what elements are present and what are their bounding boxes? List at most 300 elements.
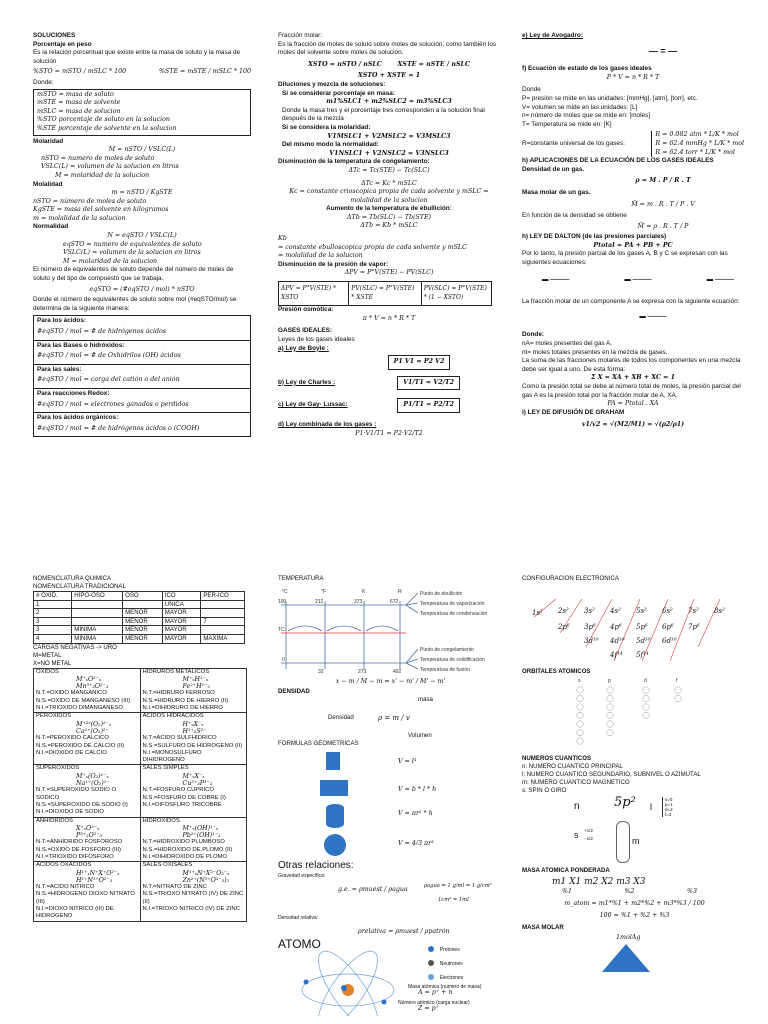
formula-cong2: ΔTc = Kc * mSLC bbox=[361, 179, 417, 187]
formula-eb1: ΔTb = Tb(SLC) − Tb(STE) bbox=[346, 213, 432, 221]
temp-label: Temperatura de condensación bbox=[420, 611, 488, 617]
orbital-circle bbox=[577, 729, 583, 735]
nivel-label: 6d¹⁰ bbox=[662, 637, 677, 645]
formula-agua: ρagua = 1 g/ml = 1 g/cm³ bbox=[424, 883, 492, 889]
orbital-circle bbox=[643, 695, 649, 701]
label-n: n bbox=[574, 801, 580, 812]
tipo-row bbox=[34, 389, 250, 413]
compound-title: HIDROXIDOS bbox=[142, 817, 180, 824]
formula-psto: %STO = mSTO / mSLC * 100 bbox=[33, 68, 127, 76]
formula-matom: m_atom = m1*%1 + m2*%2 + m3*%3 / 100 bbox=[564, 900, 705, 907]
heading-normalidad: Normalidad bbox=[33, 223, 69, 231]
formula-masa: A = p⁺ + n bbox=[418, 989, 453, 996]
def-line: nSTO = número de moles de soluto bbox=[33, 197, 147, 205]
formula-isotopos: m1 X1 m2 X2 m3 X3 bbox=[552, 877, 646, 887]
table-row bbox=[34, 713, 247, 765]
orbital-circle bbox=[643, 704, 649, 710]
def-line: mSLC = masa de solucion bbox=[37, 107, 121, 115]
nivel-label: 5p⁶ bbox=[636, 623, 648, 631]
heading-fraccion: Fracción molar: bbox=[278, 32, 323, 39]
compound-cell bbox=[140, 765, 247, 817]
formula-100: 100 = %1 + %2 + %3 bbox=[599, 912, 670, 919]
heading-dalton: h) LEY DE DALTON (de las presiones parciales) bbox=[522, 233, 667, 241]
formula-cm: 1cm³ = 1ml bbox=[438, 897, 469, 903]
compound-cell bbox=[140, 713, 247, 765]
formula-densidad-gas: ρ = M . P / R . T bbox=[635, 177, 691, 185]
formula-mol-mezcla: V1MSLC1 + V2MSLC2 = V3MSLC3 bbox=[327, 132, 451, 140]
compound-name: N.S.=SUPEROXIDO DE SODIO (I) bbox=[36, 801, 128, 808]
text-leyes: Leyes de los gases ideales bbox=[278, 336, 355, 343]
compound-formula: M⁺ₓX⁻ₓ bbox=[182, 772, 205, 780]
compound-formula: M¹⁺ₓN⁺X²⁻O₂⁻ₓ bbox=[182, 869, 230, 877]
orb-col: p bbox=[608, 678, 611, 684]
pct-label: %2 bbox=[624, 888, 635, 895]
compound-cell bbox=[140, 668, 247, 713]
text-fraccion: Es la fracción de moles de soluto sobre moles de solución, como también los moles del solvente sobre moles de solución. bbox=[278, 40, 497, 57]
compound-cell bbox=[34, 713, 141, 765]
formula-xste: XSTE = nSTE / nSLC bbox=[397, 60, 470, 68]
formula-pv: ΔPV = P°V(STE) − PV(SLC) bbox=[344, 269, 434, 277]
heading-gay: c) Ley de Gay- Lussac: bbox=[278, 401, 348, 409]
l-value: s=0 bbox=[665, 797, 673, 802]
formula-osmotica: π * V = n * R * T bbox=[362, 314, 416, 322]
orb-col: d bbox=[644, 678, 647, 684]
tipo-formula: #eqSTO / mol = # de hidrógenos ácidos o (COOH) bbox=[37, 424, 200, 432]
table-row bbox=[34, 668, 247, 713]
orbital-circle bbox=[577, 738, 583, 744]
th: PER-ICO bbox=[201, 592, 245, 601]
compound-name: N.I.=DIFOSFURO TRICOBRE bbox=[142, 801, 222, 808]
def-line: n= número de moles que se mide en: [moles] bbox=[522, 112, 651, 120]
def-line: VSLC(L) = volumen de la solucion en litros bbox=[63, 249, 201, 257]
tick-label: 273 bbox=[358, 669, 367, 675]
formula-boyle: P1 V1 = P2 V2 bbox=[388, 355, 451, 370]
l-value: p=1 bbox=[665, 802, 673, 807]
r-value: R = 62.4 mmHg * L/K * mol bbox=[655, 139, 744, 147]
formula-estado: P * V = n * R * T bbox=[606, 73, 660, 81]
formula-dalton: Ptotal = PA + PB + PC bbox=[593, 241, 673, 249]
dalton-fractions: ▬ ――― ▬ ――― ▬ ――― bbox=[542, 275, 734, 283]
heading-molalidad: Molalidad bbox=[33, 180, 63, 188]
oxid-table bbox=[33, 591, 245, 644]
densidad-diagram bbox=[278, 696, 503, 740]
label-densidad: Densidad bbox=[328, 714, 354, 721]
temperature-diagram bbox=[278, 583, 503, 675]
pv-cell: PV(SLC) = P°V(STE) * (1 − XSTO) bbox=[421, 282, 491, 306]
compound-name: N.T.=ANHIDRIDO FOSFOROSO bbox=[36, 839, 123, 846]
compound-title: ACIDOS OXACIDOS bbox=[36, 862, 92, 869]
compound-name: N.I.=DIHIDROXIDO DE PLOMO bbox=[142, 853, 228, 860]
heading-masa-molar: Masa molar de un gas. bbox=[522, 188, 591, 196]
nivel-label: 1s² bbox=[532, 609, 543, 617]
heading-atomo: ATOMO bbox=[278, 937, 321, 951]
heading-otras: Otras relaciones: bbox=[278, 860, 354, 871]
heading-formulas-geom: FORMULAS GEOMETRICAS bbox=[278, 740, 359, 747]
sphere-icon bbox=[324, 834, 346, 856]
compound-formula: Na¹⁺(O₂)¹⁻ bbox=[76, 780, 110, 788]
orbital-circle bbox=[577, 704, 583, 710]
num-line: s: SPIN O GIRO bbox=[522, 787, 567, 794]
text-dalton: Por lo tanto, la presión parcial de los gases A, B y C se expresan con las siguientes ecuaciones: bbox=[522, 250, 728, 267]
table-row bbox=[34, 765, 247, 817]
spin-value: −1/2 bbox=[584, 836, 593, 841]
tick-label: 212 bbox=[315, 599, 324, 605]
nivel-label: 7p⁶ bbox=[688, 623, 700, 631]
heading-configuracion: CONFIGURACION ELECTRONICA bbox=[522, 575, 619, 582]
nivel-label: 3d¹⁰ bbox=[584, 637, 599, 645]
legend-protones bbox=[428, 946, 460, 954]
orbital-circle bbox=[607, 704, 613, 710]
compound-name: N.I.=TRIOXIDO DIMANGANESO bbox=[36, 705, 123, 712]
heading-tradicional: NOMENCLATURA TRADICIONAL bbox=[33, 583, 126, 590]
num-line: n: NUMERO CUANTICO PRINCIPAL bbox=[522, 763, 623, 770]
text-densidad-func: En función de la densidad se obtiene bbox=[522, 212, 627, 220]
table-row: 1 UNICA bbox=[34, 600, 245, 609]
nivel-label: 4s² bbox=[610, 607, 621, 615]
tick-label: TC bbox=[278, 627, 285, 633]
nivel-label: 5d¹⁰ bbox=[636, 637, 651, 645]
formula-num: Z = p⁺ bbox=[418, 1005, 440, 1012]
cube-icon bbox=[326, 752, 340, 770]
formula-masa-molar: M̄ = m . R . T / P . V bbox=[631, 200, 695, 208]
orbital-circle bbox=[607, 712, 613, 718]
geometry-block bbox=[278, 748, 503, 860]
temp-label: Temperatura de solidificación bbox=[420, 657, 485, 663]
heading-orbitales: ORBITALES ATOMICOS bbox=[522, 668, 591, 675]
compound-formula: Fe²⁺H¹⁻₂ bbox=[182, 683, 210, 691]
compound-name: N.T.=OXIDO MANGANICO bbox=[36, 690, 107, 697]
heading-temperatura: TEMPERATURA bbox=[278, 575, 324, 582]
text-kb3: = molalidad de la solucion bbox=[278, 252, 363, 260]
section-nomenclatura bbox=[33, 575, 251, 922]
heading-soluciones: SOLUCIONES bbox=[33, 32, 76, 39]
table-row: 4 MINIMA MENOR MAYOR MAXIMA bbox=[34, 634, 245, 643]
nivel-label: 7s² bbox=[688, 607, 699, 615]
text-porcentaje: Es la relación porcentual que existe entre la masa de soluto y la masa de solución bbox=[33, 49, 241, 65]
heading-diluciones: Diluciones y mezcla de soluciones: bbox=[278, 80, 386, 88]
label-l: l bbox=[650, 802, 652, 812]
label-neutrones: Neutrones bbox=[439, 961, 463, 967]
def-line: m = molalidad de la solucion bbox=[33, 214, 126, 222]
nivel-label: 6p⁶ bbox=[662, 623, 674, 631]
pv-cell: ΔPV = P°V(STE) * XSTO bbox=[279, 282, 349, 306]
orbital-circle bbox=[643, 712, 649, 718]
label-masa-atomica: Masa atómica (numero de masa) bbox=[408, 984, 482, 990]
compound-name: N.I.=DIOXIDO DE SODIO bbox=[36, 809, 104, 816]
heading-congelamiento: Disminución de la temperatura de congelamiento: bbox=[278, 158, 430, 166]
formula-relativa: ρrelativa = ρmuest / ρpatrón bbox=[358, 928, 450, 935]
def-line: La suma de las fracciones molares de todos los componentes en una mezcla debe ser igual a uno. De esta forma: bbox=[522, 357, 741, 373]
label-electrones: Electrones bbox=[439, 975, 464, 981]
th: OSO bbox=[123, 592, 163, 601]
compound-name: N.T.=PEROXIDO CALCICO bbox=[36, 735, 109, 742]
nivel-label: 2p⁶ bbox=[558, 623, 570, 631]
orbital-circle bbox=[607, 687, 613, 693]
formula-cong1: ΔTc = Tc(STE) − Tc(SLC) bbox=[348, 166, 430, 174]
tick-label: 373 bbox=[354, 599, 363, 605]
note-line: CARGAS NEGATIVAS -> URO bbox=[33, 643, 117, 651]
r-value: R = 0.082 atm * L/K * mol bbox=[655, 131, 739, 139]
formula-eq: eqSTO = (#eqSTO / mol) * nSTO bbox=[89, 285, 195, 293]
atom-block bbox=[278, 936, 503, 1016]
compound-formula: Pb²⁺(OH)¹⁻₂ bbox=[182, 832, 221, 840]
formula-xsto: XSTO = nSTO / nSLC bbox=[308, 60, 382, 68]
aufbau-diagram bbox=[522, 585, 747, 665]
col-gases: e) Ley de Avogadro: — = — f) Ecuación de estado de los gases ideales P * V = n * R * T Donde P= presión se mide en las unidades: [mmHg], [atm], [torr], etc. V= volumen se mide en las unidades: [L] n= número de moles que se mide en: [moles] T= Temperatura se mide en: [K] R=constante universal de los gases: R = 0.082 atm * L/K * mol R = 62.4 mmHg * L/K * mol R = 62.4 torr * L/K * mol h) APLICACIONES DE LA ECUACIÓN DE LOS GASES IDEALES Densidad de un gas. ρ = M . P / R . T Masa molar de un gas. M̄ = m . R . T / P . V En función de la densidad se obtiene M̄ = ρ . R . T / P h) LEY DE DALTON (de las presiones parciales) Ptotal = PA + PB + PC Por lo tanto, la presión parcial de los gases A, B y C se expresan con las siguientes ecuaciones: ▬ ――― ▬ ――― ▬ ――― La fracción molar de un componente A se expresa con la siguiente ecuación: ▬ ――― Donde: nA= moles presentes del gas A. nt= moles totales presentes en la mezcla de gases. La suma de las fracciones molares de todos los componentes en una mezcla debe ser igual a uno. De esta forma: Σ X = XA + XB + XC = 1 Como la presión total se debe al número total de moles, la presión parcial del gas A es la presión total por la fracción molar de A, XA. PA = Ptotal . XA i) LEY DE DIFUSIÓN DE GRAHAM v1/v2 = √(M2/M1) = √(ρ2/ρ1) bbox=[522, 32, 744, 434]
protones-icon bbox=[428, 946, 434, 952]
text-r-label: R=constante universal de los gases: bbox=[522, 139, 625, 147]
masa-atomica bbox=[408, 984, 481, 996]
compound-title: SUPEROXIDOS bbox=[36, 765, 80, 772]
heading-densidad-gas: Densidad de un gas. bbox=[522, 165, 585, 173]
compound-formula: Zn²⁺(N⁵⁺O²⁻₃)₂ bbox=[182, 876, 230, 884]
compound-formula: M⁺ₓO²⁻ₓ bbox=[76, 675, 102, 683]
label-num-atomico: Número atómico (carga nuclear) bbox=[398, 1000, 470, 1006]
num-atomico bbox=[398, 1000, 470, 1012]
col-fraccion bbox=[278, 32, 500, 438]
label-grav: Gravedad específica: bbox=[278, 873, 326, 879]
temp-label: Temperatura de fusión bbox=[420, 667, 470, 673]
heading-graham: i) LEY DE DIFUSIÓN DE GRAHAM bbox=[522, 408, 625, 416]
scale-r: R bbox=[398, 589, 402, 595]
compound-cell bbox=[140, 817, 247, 862]
cylinder-icon bbox=[326, 804, 344, 828]
text-si-normalidad: Del mismo modo la normalidad: bbox=[282, 141, 379, 149]
tipo-row bbox=[34, 413, 250, 436]
pv-table bbox=[278, 281, 492, 306]
compound-formula: M⁺ₓ(O₂)¹⁻ₓ bbox=[76, 772, 109, 780]
def-line: mSTO = masa de soluto bbox=[37, 90, 114, 98]
compound-name: N.I.=MONOSULFURO DIHIDROGENO bbox=[142, 749, 202, 764]
label-mol: 1molAg bbox=[616, 934, 641, 941]
compound-title: PEROXIDOS bbox=[36, 713, 72, 720]
def-line: %STO porcentaje de soluto en la solucion bbox=[37, 116, 170, 124]
compound-name: N.S.=HIDROXIDO DE PLOMO (II) bbox=[142, 846, 233, 853]
scale-c: °C bbox=[282, 589, 288, 595]
scale-f: °F bbox=[321, 589, 327, 595]
compound-name: N.S.=SULFURO DE HIDROGENO (II) bbox=[142, 742, 243, 749]
formula-suma-x: Σ X = XA + XB + XC = 1 bbox=[590, 374, 676, 382]
tick-label: 0 bbox=[282, 657, 285, 663]
compound-formula: Cu²⁺₃P³⁻₂ bbox=[182, 780, 213, 788]
heading-avogadro: e) Ley de Avogadro: bbox=[522, 32, 583, 39]
label-dens-rel: Densidad relativa: bbox=[278, 915, 319, 921]
r-value: R = 62.4 torr * L/K * mol bbox=[655, 148, 735, 156]
formula-norm-mezcla: V1NSLC1 + V2NSLC2 = V3NSLC3 bbox=[329, 149, 449, 157]
tipo-row bbox=[34, 316, 250, 340]
def-line: KgSTE = masa del solvente en kilogramos bbox=[33, 206, 169, 214]
l-value: f=3 bbox=[665, 812, 672, 817]
heading-masa-pond: MASA ATOMICA PONDERADA bbox=[522, 867, 610, 874]
tipo-formula: #eqSTO / mol = # de hidrógenos ácidos bbox=[37, 328, 167, 335]
pct-label: %1 bbox=[562, 888, 572, 895]
compound-formula: Ca²⁺(O₂)²⁻ bbox=[76, 727, 109, 735]
formula-pste: %STE = mSTE / mSLC * 100 bbox=[158, 68, 251, 76]
spin-value: +1/2 bbox=[584, 828, 593, 833]
tick-label: 492 bbox=[393, 669, 402, 675]
orbital-circle bbox=[577, 687, 583, 693]
nivel-label: 2s² bbox=[558, 607, 569, 615]
nivel-label: 3p⁶ bbox=[584, 623, 596, 631]
def-line: eqSTO = numero de equivalentes de soluto bbox=[63, 240, 202, 248]
compound-title: ACIDOS HIDRACIDOS bbox=[142, 713, 204, 720]
formula-graham: v1/v2 = √(M2/M1) = √(ρ2/ρ1) bbox=[581, 421, 685, 429]
compound-formula: P³⁺₂O²⁻₃ bbox=[76, 832, 103, 840]
orbital-box bbox=[616, 821, 630, 863]
pv-cell: PV(SLC) = P°V(STE) * XSTE bbox=[349, 282, 421, 306]
compound-name: N.T.=FOSFURO CUPRICO bbox=[142, 787, 215, 794]
text-kb: Kb bbox=[278, 235, 287, 243]
compound-formula: H¹⁺₂S²⁻ bbox=[182, 727, 207, 735]
compound-formula: H¹⁺N⁵⁺O²⁻₃ bbox=[76, 876, 113, 884]
orbital-circle bbox=[607, 729, 613, 735]
label-volumen: Volumen bbox=[408, 732, 432, 739]
compound-name: N.I.=DIOXO NITRICO (III) DE HIDROGENO bbox=[36, 906, 114, 920]
formula-porcentaje: m1%SLC1 + m2%SLC2 = m3%SLC3 bbox=[326, 98, 452, 106]
heading-gases: GASES IDEALES: bbox=[278, 327, 332, 335]
compound-cell bbox=[34, 862, 141, 921]
tipo-row bbox=[34, 365, 250, 389]
tipo-title: Para los ácidos: bbox=[37, 317, 87, 325]
heading-nomenclatura: NOMENCLATURA QUIMICA bbox=[33, 575, 112, 582]
th: ICO bbox=[162, 592, 201, 601]
th: # OXID. bbox=[34, 592, 72, 601]
prism-icon bbox=[320, 780, 348, 796]
legend-electrones bbox=[428, 974, 463, 982]
nivel-label: 4f¹⁴ bbox=[610, 651, 623, 659]
def-line: nSTO = numero de moles de soluto bbox=[41, 154, 155, 162]
def-line: mSTE = masa de solvente bbox=[37, 99, 121, 107]
heading-ebullicion: Aumento de la temperatura de ebullición: bbox=[326, 205, 452, 213]
text-fraccion: La fracción molar de un componente A se expresa con la siguiente ecuación: bbox=[522, 298, 740, 306]
label-protones: Protones bbox=[439, 947, 460, 953]
compound-name: N.S.=FOSFURO DE COBRE (I) bbox=[142, 794, 226, 801]
table-row: 3 MINIMA MENOR MAYOR bbox=[34, 626, 245, 635]
text-si-molaridad: Si se considera la molaridad: bbox=[282, 123, 371, 131]
th: HIPO-OSO bbox=[72, 592, 123, 601]
temp-label: Punto de ebullición bbox=[420, 591, 463, 597]
def-line: nt= moles totales presentes en la mezcla de gases. bbox=[522, 348, 668, 356]
formula-densidad: ρ = m / v bbox=[378, 714, 410, 722]
compound-formula: M⁺ₓH¹⁻ₓ bbox=[182, 675, 209, 683]
table-row bbox=[34, 862, 247, 921]
defs-box bbox=[33, 89, 251, 136]
note-line: X=NO METAL bbox=[33, 659, 72, 667]
tipo-formula: #eqSTO / mol = carga del catión o del anión bbox=[37, 376, 180, 384]
heading-porcentaje: Porcentaje en peso bbox=[33, 40, 92, 48]
compound-cell bbox=[34, 817, 141, 862]
label-m: m bbox=[632, 836, 640, 846]
label-s: s bbox=[574, 830, 579, 840]
neutrones-icon bbox=[428, 960, 434, 966]
compound-cell bbox=[34, 765, 141, 817]
label-config: 5p² bbox=[614, 795, 636, 810]
compound-name: N.I.=DIHIDRURO DE HIERRO bbox=[142, 705, 223, 712]
label-masa: masa bbox=[418, 696, 433, 703]
compound-table bbox=[33, 668, 247, 922]
heading-densidad: DENSIDAD bbox=[278, 688, 310, 695]
formula-charles: V1/T1 = V2/T2 bbox=[397, 376, 460, 391]
def-line: VSLC(L) = volumen de la solucion en litros bbox=[41, 163, 179, 171]
tipo-formula: #eqSTO / mol = electrones ganados o perdidos bbox=[37, 400, 189, 408]
formula-grav: g.e. = ρmuest / ρagua bbox=[338, 886, 408, 893]
compound-formula: H⁺ₓX⁻ₓ bbox=[182, 720, 204, 728]
nivel-label: 5s² bbox=[636, 607, 647, 615]
triangle-icon bbox=[602, 944, 650, 972]
compound-name: N.S.=HIDROGENO DIOXO NITRATO (III) bbox=[36, 891, 135, 905]
compound-title: HIDRUROS METALICOS bbox=[142, 668, 210, 675]
grav-block bbox=[278, 880, 503, 914]
compound-title: ANHIDRIDOS bbox=[36, 817, 73, 824]
section-configuracion bbox=[522, 575, 747, 1024]
compound-name: N.I.=TRIOXO NITRICO (IV) DE ZINC bbox=[142, 906, 240, 913]
def-line: M = molaridad de la solucion bbox=[63, 257, 158, 265]
nivel-label: 5f¹⁴ bbox=[636, 651, 649, 659]
atom-diagram bbox=[298, 950, 398, 1016]
formula-masa-dens: M̄ = ρ . R . T / P bbox=[637, 222, 689, 230]
scale-k: K bbox=[362, 589, 366, 595]
legend-neutrones bbox=[428, 960, 463, 968]
heading-combinada: d) Ley combinada de los gases : bbox=[278, 420, 377, 428]
tipo-title: Para las sales: bbox=[37, 365, 82, 373]
compound-formula: H¹⁺ₓN⁺X⁺O²⁻ₓ bbox=[76, 869, 120, 877]
temp-label: Temperatura de vaporización bbox=[420, 601, 485, 607]
orb-col: s bbox=[578, 678, 581, 684]
tipos-table bbox=[33, 315, 251, 437]
compound-name: N.S.=OXIDO DE MANGANESO (III) bbox=[36, 697, 131, 704]
formula-pa: PA = Ptotal . XA bbox=[607, 400, 659, 408]
heading-estado: f) Ecuación de estado de los gases ideales bbox=[522, 65, 652, 73]
orbitals-diagram bbox=[522, 676, 747, 746]
formula-cilindro: V = πr² * h bbox=[398, 810, 433, 817]
heading-osmotica: Presión osmótica: bbox=[278, 306, 334, 314]
electrones-icon bbox=[428, 974, 434, 980]
heading-aplicaciones: h) APLICACIONES DE LA ECUACIÓN DE LOS GASES IDEALES bbox=[522, 157, 714, 165]
compound-name: N.S.=HIDRURO DE HIERRO (II) bbox=[142, 697, 229, 704]
nivel-label: 6s² bbox=[662, 607, 673, 615]
tipo-title: Para las Bases o hidróxidos: bbox=[37, 341, 125, 349]
tick-label: 100 bbox=[278, 599, 287, 605]
label-donde: Donde bbox=[522, 86, 541, 94]
compound-cell bbox=[34, 668, 141, 713]
formula-eb2: ΔTb = Kb * mSLC bbox=[360, 222, 418, 230]
text-eq2: Donde el número de equivalentes de soluto sobre mol (#eqSTO/mol) se determina de la siguiente manera: bbox=[33, 296, 237, 312]
orbital-circle bbox=[607, 721, 613, 727]
compound-name: N.I.=TRIOXIDO DIFOSFORO bbox=[36, 853, 114, 860]
orb-col: f bbox=[676, 678, 678, 684]
compound-name: N.T.=ACIDO NITRICO bbox=[36, 884, 95, 891]
temp-label: Punto de congelamiento bbox=[420, 647, 474, 653]
label-donde: Donde: bbox=[33, 78, 54, 86]
orbital-circle bbox=[577, 695, 583, 701]
compound-formula: Mn³⁺₂O²⁻₃ bbox=[76, 683, 109, 691]
text-kc: Kc = constante crioscopica propia de cada solvente y mSLC = molalidad de la solucion bbox=[289, 188, 489, 204]
table-row: 3 MENOR MAYOR 7 bbox=[34, 617, 245, 626]
nivel-label: 3s² bbox=[584, 607, 595, 615]
text-eq: El número de equivalentes de soluto depende del número de moles de soluto y del tipo de compuesto que se trabaja. bbox=[33, 266, 234, 283]
def-line: %STE porcentaje de solvente en la solucion bbox=[37, 124, 177, 132]
formula-cubo: V = l³ bbox=[398, 758, 417, 765]
def-line: M = molaridad de la solucion bbox=[55, 171, 150, 179]
formula-molalidad: m = nSTO / KgSTE bbox=[111, 189, 173, 197]
compound-name: N.S.=OXIDO DE FOSFORO (III) bbox=[36, 846, 121, 853]
pct-label: %3 bbox=[687, 888, 697, 895]
formula-escalas: x − m / M − m = x' − m' / M' − m' bbox=[335, 678, 446, 685]
text-kb2: = constante ebulloscopica propia de cada solvente y mSLC bbox=[278, 243, 467, 251]
l-value: d=2 bbox=[665, 807, 673, 812]
def-line: V= volumen se mide en las unidades: [L] bbox=[522, 103, 638, 111]
compound-formula: X⁺ₓO²⁻ₓ bbox=[76, 824, 100, 832]
